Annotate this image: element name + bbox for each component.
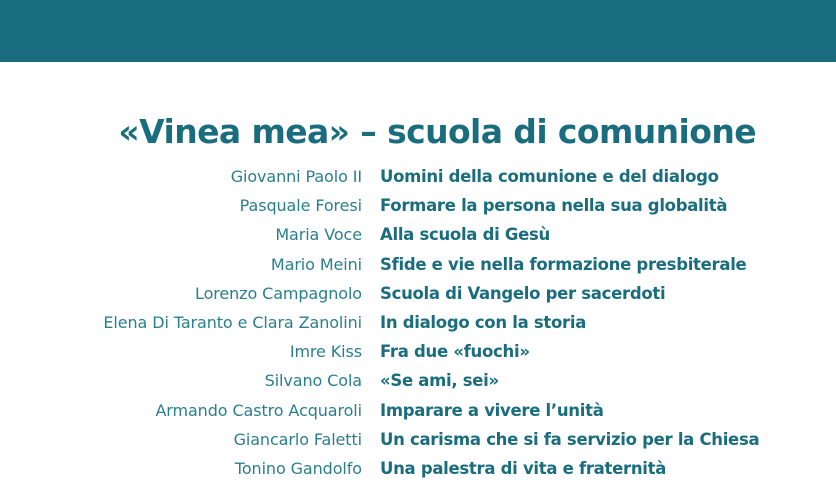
toc-entry [0,308,836,337]
toc-title: Alla scuola di Gesù [380,225,550,245]
toc-entry [0,425,836,454]
toc-entry [0,337,836,366]
toc-title: Scuola di Vangelo per sacerdoti [380,283,666,303]
toc-title: Una palestra di vita e fraternità [380,458,667,478]
toc-title: Fra due «fuochi» [380,342,530,362]
toc-author: Giovanni Paolo II [230,167,362,186]
toc-entry [0,366,836,395]
section-title: «Vinea mea» – scuola di comunione [118,112,756,152]
toc-author: Pasquale Foresi [239,196,362,216]
toc-author: Tonino Gandolfo [234,458,362,478]
toc-title: Un carisma che si fa servizio per la Chiesa [380,429,760,449]
table-of-contents [0,162,836,483]
toc-author: Imre Kiss [289,342,362,362]
toc-author: Armando Castro Acquaroli [155,400,362,420]
toc-author: Giancarlo Faletti [233,429,362,449]
toc-entry [0,250,836,279]
toc-author: Silvano Cola [264,371,362,391]
toc-title: Formare la persona nella sua globalità [380,196,728,216]
toc-entry [0,396,836,425]
toc-title: «Se ami, sei» [380,371,499,391]
toc-entry [0,279,836,308]
header-band [0,0,836,62]
toc-author: Mario Meini [270,254,362,274]
toc-title: Imparare a vivere l’unità [380,400,604,420]
toc-title: In dialogo con la storia [380,312,587,332]
toc-author: Elena Di Taranto e Clara Zanolini [103,312,362,332]
toc-author: Lorenzo Campagnolo [195,283,362,303]
toc-author: Maria Voce [275,225,362,245]
toc-title: Sfide e vie nella formazione presbiterale [380,254,747,274]
toc-entry [0,220,836,249]
toc-entry [0,191,836,220]
toc-entry [0,454,836,483]
toc-entry [0,162,836,191]
toc-title: Uomini della comunione e del dialogo [380,167,719,186]
